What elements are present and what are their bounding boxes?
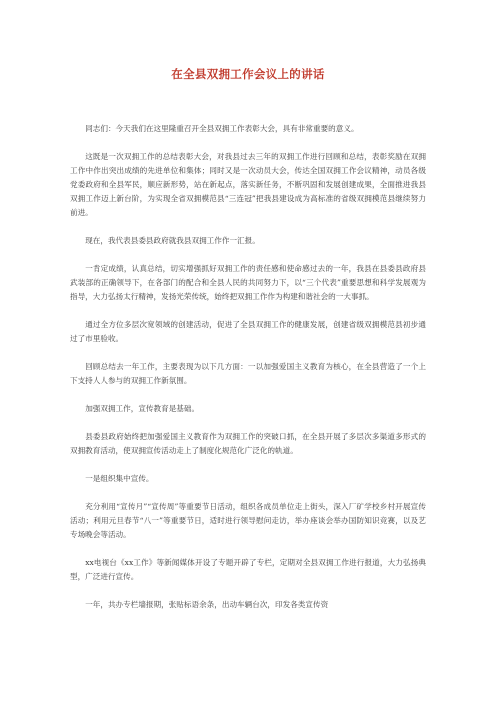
paragraph: 回顾总结去一年工作，主要表现为以下几方面：一以加强爱国主义教育为核心，在全县营造了一个上下支持人人参与的双拥工作新氛围。: [70, 362, 426, 385]
paragraph: xx电视台《xx工作》等新闻媒体开设了专题开辟了专栏，定期对全县双拥工作进行报道，大力弘扬典型，广泛进行宣传。: [70, 558, 426, 581]
document-title: 在全县双拥工作会议上的讲话: [171, 67, 325, 81]
paragraph: 这既是一次双拥工作的总结表彰大会，对我县过去三年的双拥工作进行回顾和总结，表彰奖励在双拥工作中作出突出成绩的先进单位和集体；同时又是一次动员大会，传达全国双拥工作会议精神，动员各级党委政府和全县军民，顺应新形势，站在新起点，落实新任务，不断巩固和发展创建成果，全面推进我县双拥工作迈上新台阶，为实现全省双拥模范县“三连冠”把我县建设成为高标准的省级双拥模范县继续努力前进。: [70, 152, 426, 217]
paragraph: 一年，共办专栏墙报期，张贴标语余条，出动车辆台次，印发各类宣传资: [85, 600, 329, 609]
paragraph: 同志们：今天我们在这里隆重召开全县双拥工作表彰大会，具有非常重要的意义。: [85, 124, 359, 133]
paragraph: 通过全方位多层次宽领域的创建活动，促进了全县双拥工作的健康发展，创建省级双拥模范县初步通过了市里验收。: [70, 320, 426, 343]
paragraph: 一肯定成绩，认真总结，切实增强抓好双拥工作的责任感和使命感过去的一年，我县在县委县政府县武装部的正确领导下，在各部门的配合和全县人民的共同努力下，以“三个代表”重要思想和科学发展观为指导，大力弘扬太行精神，发扬光荣传统，始终把双拥工作作为构建和谐社会的一大事抓。: [70, 264, 426, 301]
paragraph: 一是组织集中宣传。: [85, 474, 154, 483]
paragraph: 现在，我代表县委县政府就我县双拥工作作一汇报。: [85, 236, 260, 245]
paragraph: 加强双拥工作，宣传教育是基础。: [85, 404, 200, 413]
paragraph: 县委县政府始终把加强爱国主义教育作为双拥工作的突破口抓，在全县开展了多层次多渠道多形式的双拥教育活动，使双拥宣传活动走上了制度化规范化广泛化的轨道。: [70, 432, 426, 455]
paragraph: 充分利用“宣传月”“宣传周”等重要节日活动，组织各成员单位走上街头，深入厂矿学校乡村开展宣传活动；利用元旦春节“八一”等重要节日，适时进行领导慰问走访，举办座谈会举办国防知识竞赛，以及艺专场晚会等活动。: [70, 502, 426, 539]
